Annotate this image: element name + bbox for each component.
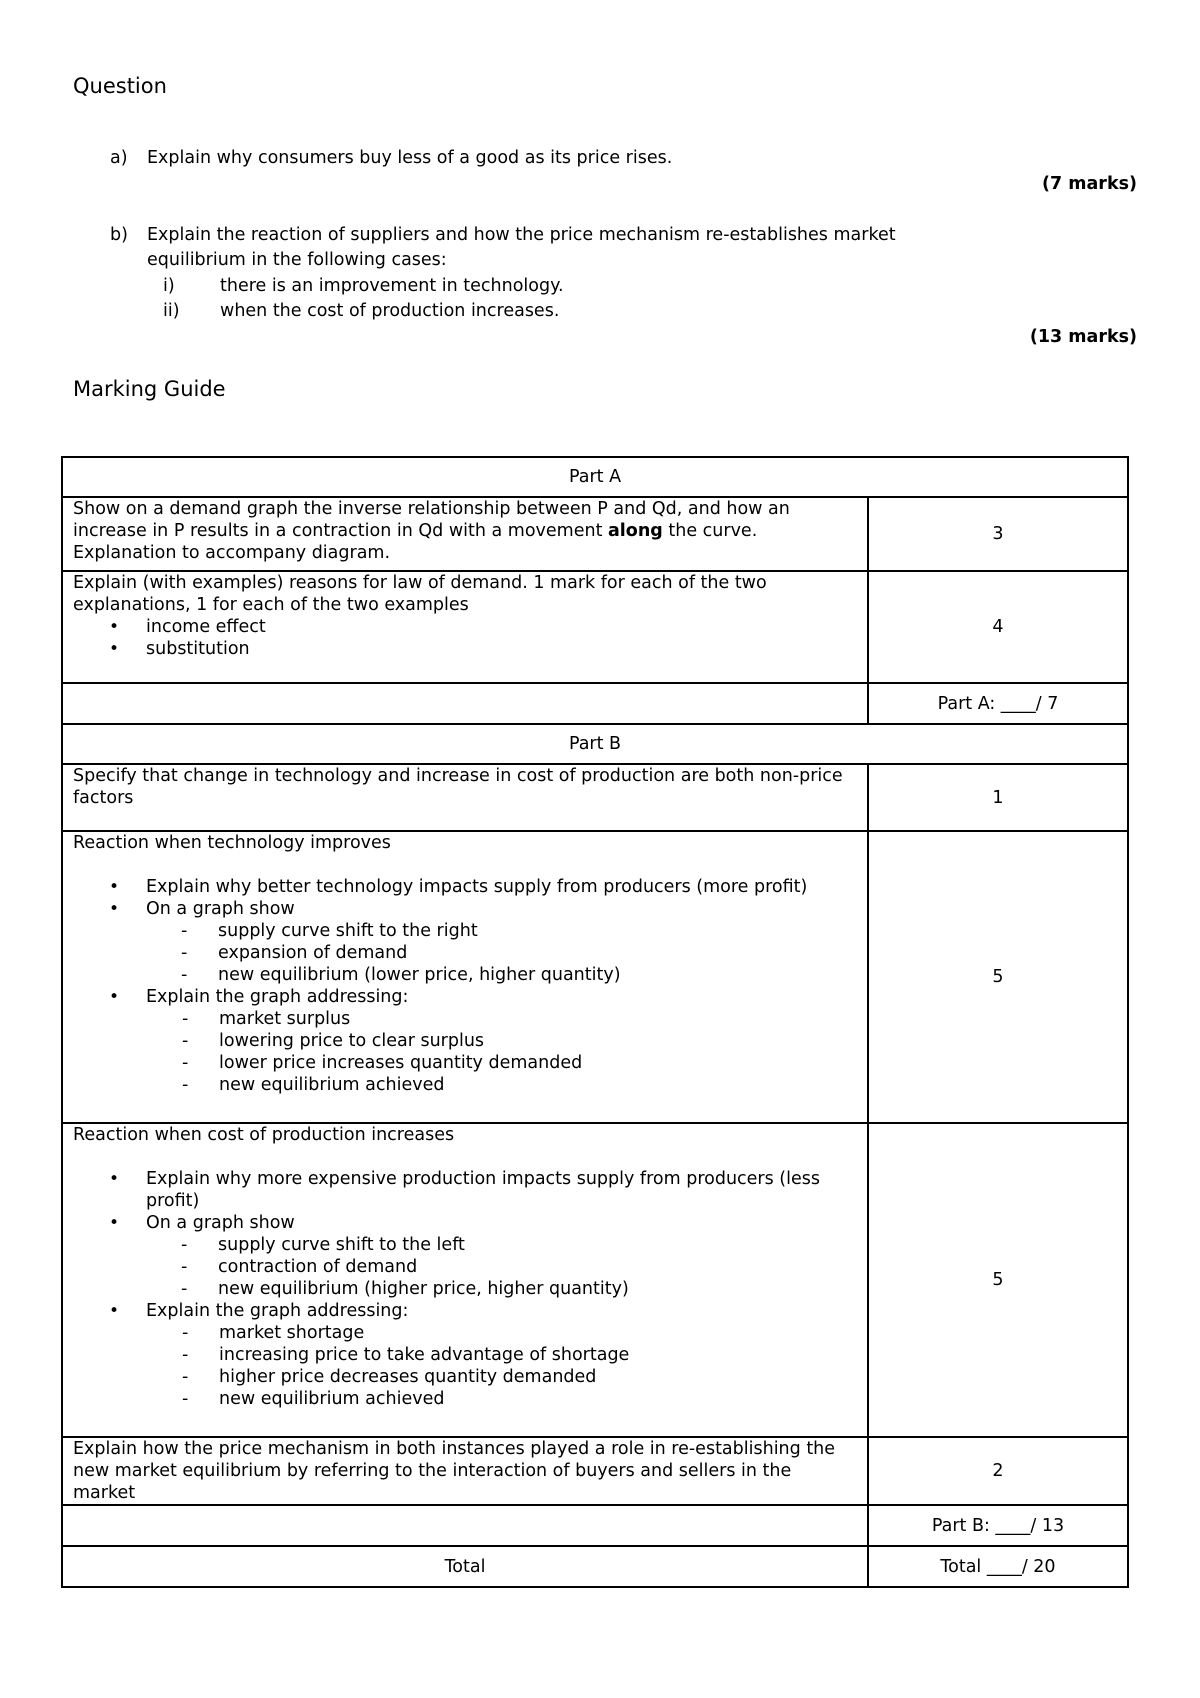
part-b-subtotal-row bbox=[62, 1505, 1128, 1546]
part-b-row-3-explain-items bbox=[146, 1322, 857, 1410]
part-a-subtotal-row bbox=[62, 683, 1128, 724]
list-item: - new equilibrium achieved bbox=[146, 1388, 857, 1410]
part-b-row-3 bbox=[62, 1123, 1128, 1437]
total-value: Total ____/ 20 bbox=[868, 1546, 1128, 1587]
question-heading: Question bbox=[73, 74, 167, 98]
list-item-label: On a graph show bbox=[146, 899, 295, 919]
part-a-row-2-bullets bbox=[73, 616, 857, 660]
list-item: • Explain why better technology impacts supply from producers (more profit) bbox=[73, 876, 857, 898]
list-item bbox=[73, 898, 857, 986]
part-a-row-1-score: 3 bbox=[868, 497, 1128, 571]
part-b-row-2-graph-items bbox=[145, 920, 857, 986]
list-item: • substitution bbox=[73, 638, 857, 660]
part-a-subtotal-empty bbox=[62, 683, 868, 724]
question-b-text-line1: Explain the reaction of suppliers and how the price mechanism re-establishes market bbox=[147, 225, 896, 245]
part-b-row-2-score: 5 bbox=[868, 831, 1128, 1123]
list-item: - new equilibrium achieved bbox=[146, 1074, 857, 1096]
list-item: - supply curve shift to the right bbox=[145, 920, 857, 942]
part-b-row-3-title: Reaction when cost of production increases bbox=[73, 1125, 455, 1145]
part-a-row-2 bbox=[62, 571, 1128, 683]
list-item: - market surplus bbox=[146, 1008, 857, 1030]
question-b-sub-i-number: i) bbox=[163, 276, 175, 296]
question-a-text: Explain why consumers buy less of a good as its price rises. bbox=[147, 148, 673, 168]
list-item: - higher price decreases quantity demanded bbox=[146, 1366, 857, 1388]
marking-guide-heading: Marking Guide bbox=[73, 377, 226, 401]
list-item: - new equilibrium (higher price, higher quantity) bbox=[145, 1278, 857, 1300]
part-b-row-3-score: 5 bbox=[868, 1123, 1128, 1437]
part-b-row-2-explain-items bbox=[146, 1008, 857, 1096]
part-b-row-2-bullets bbox=[73, 876, 857, 1096]
part-b-row-2 bbox=[62, 831, 1128, 1123]
list-item-label: Explain the graph addressing: bbox=[146, 987, 409, 1007]
part-b-row-4 bbox=[62, 1437, 1128, 1505]
part-a-title: Part A bbox=[62, 457, 1128, 497]
question-b-sub-ii-text: when the cost of production increases. bbox=[220, 301, 560, 321]
list-item: - expansion of demand bbox=[145, 942, 857, 964]
list-item bbox=[73, 1212, 857, 1300]
part-b-row-4-score: 2 bbox=[868, 1437, 1128, 1505]
list-item: - lowering price to clear surplus bbox=[146, 1030, 857, 1052]
question-b-sub-ii-number: ii) bbox=[163, 301, 180, 321]
question-b-text-line2: equilibrium in the following cases: bbox=[147, 250, 447, 270]
question-a-marks: (7 marks) bbox=[1042, 174, 1137, 194]
part-b-row-4-criteria: Explain how the price mechanism in both instances played a role in re-establishing the new market equilibrium by referring to the interaction of buyers and sellers in the market bbox=[62, 1437, 868, 1505]
part-a-row-2-score: 4 bbox=[868, 571, 1128, 683]
list-item-label: Explain the graph addressing: bbox=[146, 1301, 409, 1321]
list-item: • Explain why more expensive production impacts supply from producers (less profit) bbox=[73, 1168, 857, 1212]
part-b-row-1-score: 1 bbox=[868, 764, 1128, 831]
list-item-label: On a graph show bbox=[146, 1213, 295, 1233]
list-item: - lower price increases quantity demanded bbox=[146, 1052, 857, 1074]
part-b-subtotal-empty bbox=[62, 1505, 868, 1546]
part-a-row-1-text-post: the curve. Explanation to accompany diagram. bbox=[73, 521, 758, 563]
part-b-row-3-bullets bbox=[73, 1168, 857, 1410]
question-b-marks: (13 marks) bbox=[1029, 327, 1137, 347]
list-item: - supply curve shift to the left bbox=[145, 1234, 857, 1256]
question-b-letter: b) bbox=[110, 225, 128, 245]
part-b-row-3-criteria bbox=[62, 1123, 868, 1437]
part-a-header-row bbox=[62, 457, 1128, 497]
question-b-sub-i-text: there is an improvement in technology. bbox=[220, 276, 564, 296]
list-item: - new equilibrium (lower price, higher quantity) bbox=[145, 964, 857, 986]
part-a-row-2-text: Explain (with examples) reasons for law of demand. 1 mark for each of the two explanations, 1 for each of the two examples bbox=[73, 573, 767, 615]
marking-guide-table bbox=[61, 456, 1129, 1588]
list-item: - market shortage bbox=[146, 1322, 857, 1344]
list-item bbox=[73, 986, 857, 1096]
list-item: - increasing price to take advantage of shortage bbox=[146, 1344, 857, 1366]
part-b-subtotal: Part B: ____/ 13 bbox=[868, 1505, 1128, 1546]
part-a-row-1-text-bold: along bbox=[608, 521, 663, 541]
part-b-row-3-graph-items bbox=[145, 1234, 857, 1300]
part-b-row-2-title: Reaction when technology improves bbox=[73, 833, 391, 853]
part-a-subtotal: Part A: ____/ 7 bbox=[868, 683, 1128, 724]
part-a-row-1-text-pre: Show on a demand graph the inverse relationship between P and Qd, and how an increase in P results in a contraction in Qd with a movement bbox=[73, 499, 790, 541]
part-b-title: Part B bbox=[62, 724, 1128, 764]
part-a-row-2-criteria bbox=[62, 571, 868, 683]
total-label: Total bbox=[62, 1546, 868, 1587]
part-b-row-1 bbox=[62, 764, 1128, 831]
part-b-row-1-criteria: Specify that change in technology and increase in cost of production are both non-price factors bbox=[62, 764, 868, 831]
list-item: • income effect bbox=[73, 616, 857, 638]
part-b-header-row bbox=[62, 724, 1128, 764]
total-row bbox=[62, 1546, 1128, 1587]
part-a-row-1-criteria bbox=[62, 497, 868, 571]
part-b-row-2-criteria bbox=[62, 831, 868, 1123]
question-a-letter: a) bbox=[110, 148, 128, 168]
list-item bbox=[73, 1300, 857, 1410]
list-item: - contraction of demand bbox=[145, 1256, 857, 1278]
part-a-row-1 bbox=[62, 497, 1128, 571]
